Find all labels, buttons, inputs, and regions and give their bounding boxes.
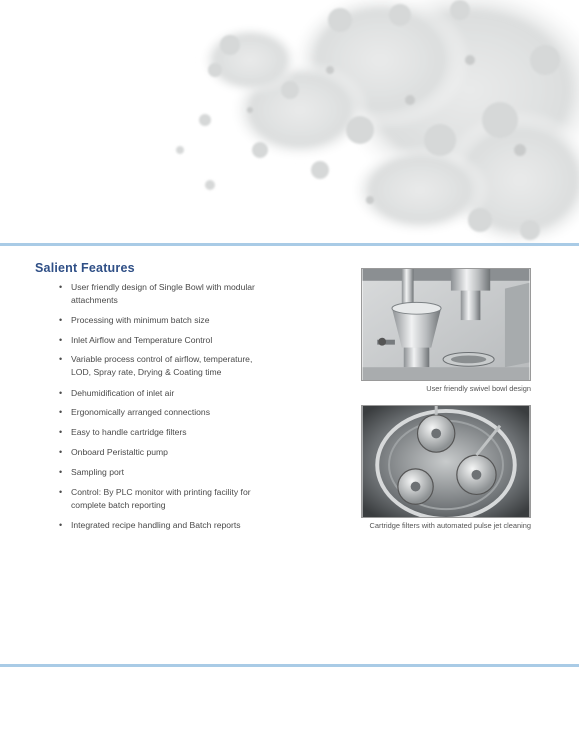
list-item: • Variable process control of airflow, temperature, LOD, Spray rate, Drying & Coating time <box>58 353 268 379</box>
list-item: • Control: By PLC monitor with printing facility for complete batch reporting <box>58 486 268 512</box>
swivel-bowl-photo <box>361 268 531 381</box>
figure-swivel-bowl <box>361 268 531 393</box>
section-title: Salient Features <box>35 261 135 275</box>
list-item: • Inlet Airflow and Temperature Control <box>58 334 212 347</box>
cartridge-filters-photo <box>361 405 531 518</box>
top-divider <box>0 243 579 246</box>
figure-caption: Cartridge filters with automated pulse jet cleaning <box>369 521 531 530</box>
bottom-divider <box>0 664 579 667</box>
list-item: • Ergonomically arranged connections <box>58 406 210 419</box>
list-item: • User friendly design of Single Bowl with modular attachments <box>58 281 268 307</box>
list-item: • Processing with minimum batch size <box>58 314 210 327</box>
list-item: • Easy to handle cartridge filters <box>58 426 187 439</box>
figure-caption: User friendly swivel bowl design <box>426 384 531 393</box>
list-item: • Sampling port <box>58 466 124 479</box>
list-item: • Onboard Peristaltic pump <box>58 446 168 459</box>
figure-cartridge-filters <box>361 405 531 530</box>
list-item: • Integrated recipe handling and Batch reports <box>58 519 241 532</box>
powder-header-image <box>0 0 579 260</box>
list-item: • Dehumidification of inlet air <box>58 387 174 400</box>
